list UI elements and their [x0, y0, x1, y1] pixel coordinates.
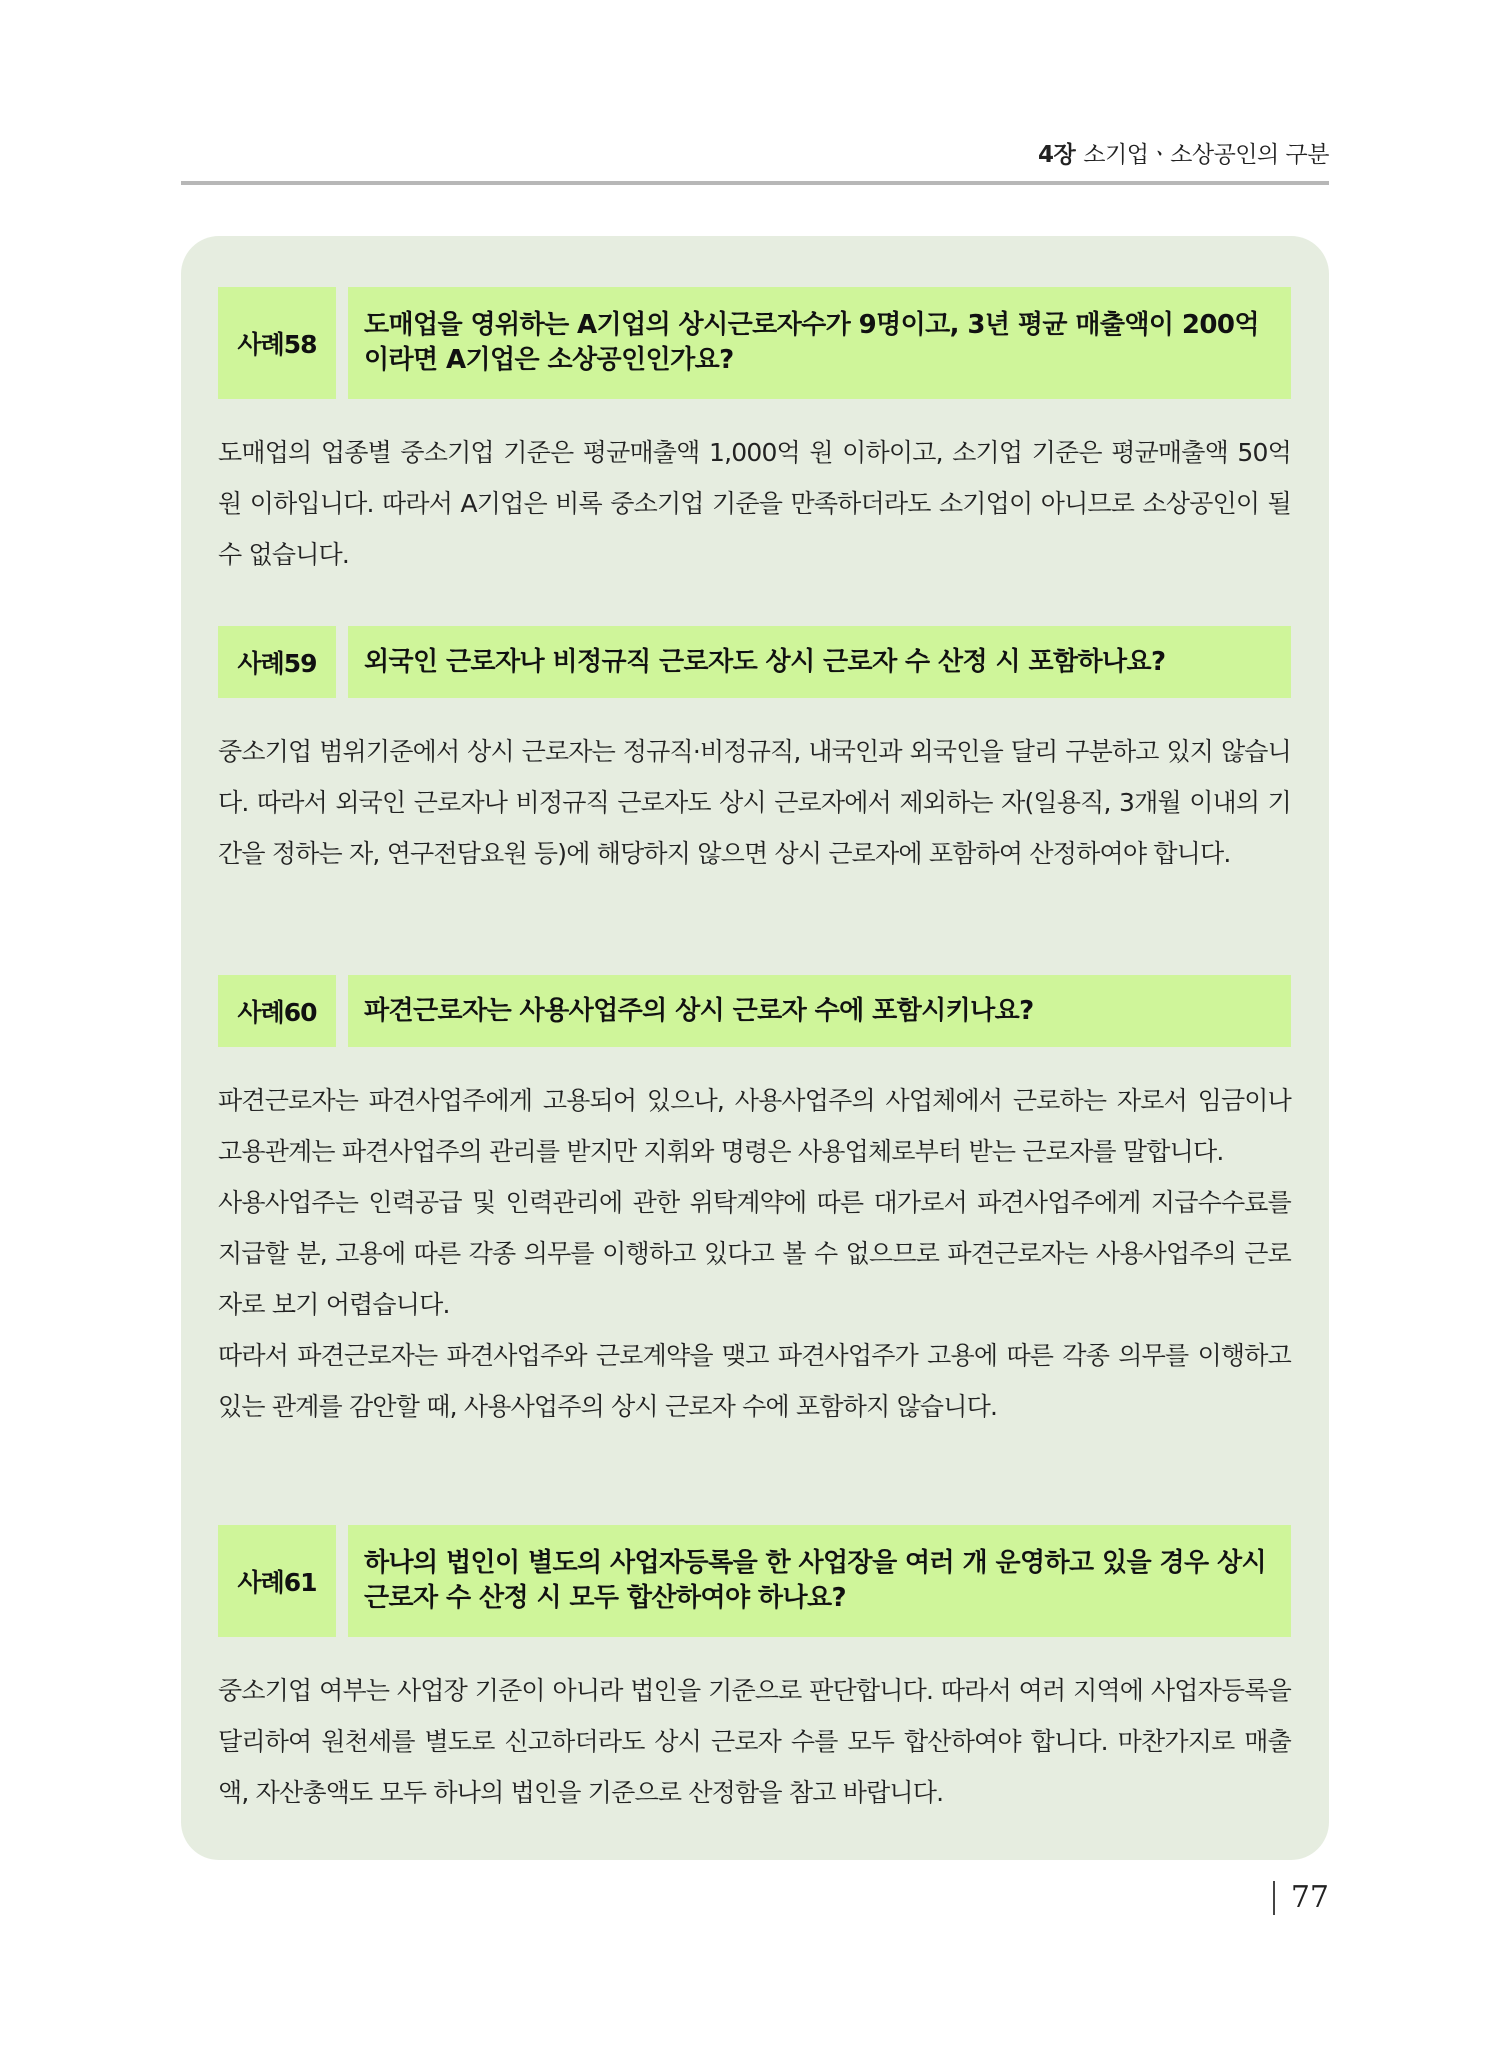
header-divider [181, 181, 1329, 185]
page-number-divider [1273, 1881, 1275, 1915]
case-question: 외국인 근로자나 비정규직 근로자도 상시 근로자 수 산정 시 포함하나요? [348, 626, 1291, 698]
case-60 [218, 975, 1291, 1432]
page-number [1273, 1880, 1329, 1915]
case-58 [218, 287, 1291, 580]
answer-paragraph: 도매업의 업종별 중소기업 기준은 평균매출액 1,000억 원 이하이고, 소기업 기준은 평균매출액 50억 원 이하입니다. 따라서 A기업은 비록 중소기업 기준을 만족하더라도 소기업이 아니므로 소상공인이 될 수 없습니다. [218, 438, 1291, 569]
case-answer [218, 1075, 1291, 1432]
page-number-value: 77 [1290, 1880, 1329, 1915]
case-61 [218, 1525, 1291, 1818]
answer-paragraph: 중소기업 범위기준에서 상시 근로자는 정규직·비정규직, 내국인과 외국인을 달리 구분하고 있지 않습니다. 따라서 외국인 근로자나 비정규직 근로자도 상시 근로자에서 제외하는 자(일용직, 3개월 이내의 기간을 정하는 자, 연구전담요원 등)에 해당하지 않으면 상시 근로자에 포함하여 산정하여야 합니다. [218, 737, 1291, 868]
running-header [1038, 136, 1329, 169]
case-question: 파견근로자는 사용사업주의 상시 근로자 수에 포함시키나요? [348, 975, 1291, 1047]
answer-paragraph: 따라서 파견근로자는 파견사업주와 근로계약을 맺고 파견사업주가 고용에 따른 각종 의무를 이행하고 있는 관계를 감안할 때, 사용사업주의 상시 근로자 수에 포함하지 않습니다. [218, 1341, 1291, 1421]
case-answer [218, 726, 1291, 879]
case-label: 사례59 [218, 626, 336, 698]
answer-paragraph: 파견근로자는 파견사업주에게 고용되어 있으나, 사용사업주의 사업체에서 근로하는 자로서 임금이나 고용관계는 파견사업주의 관리를 받지만 지휘와 명령은 사용업체로부터 받는 근로자를 말합니다. [218, 1086, 1291, 1166]
case-label: 사례60 [218, 975, 336, 1047]
case-question: 하나의 법인이 별도의 사업자등록을 한 사업장을 여러 개 운영하고 있을 경우 상시 근로자 수 산정 시 모두 합산하여야 하나요? [348, 1525, 1291, 1637]
answer-paragraph: 중소기업 여부는 사업장 기준이 아니라 법인을 기준으로 판단합니다. 따라서 여러 지역에 사업자등록을 달리하여 원천세를 별도로 신고하더라도 상시 근로자 수를 모두 합산하여야 합니다. 마찬가지로 매출액, 자산총액도 모두 하나의 법인을 기준으로 산정함을 참고 바랍니다. [218, 1676, 1291, 1807]
case-question: 도매업을 영위하는 A기업의 상시근로자수가 9명이고, 3년 평균 매출액이 200억이라면 A기업은 소상공인인가요? [348, 287, 1291, 399]
case-label: 사례58 [218, 287, 336, 399]
case-answer [218, 427, 1291, 580]
case-59 [218, 626, 1291, 879]
chapter-title: 소기업ㆍ소상공인의 구분 [1083, 142, 1329, 168]
answer-paragraph: 사용사업주는 인력공급 및 인력관리에 관한 위탁계약에 따른 대가로서 파견사업주에게 지급수수료를 지급할 분, 고용에 따른 각종 의무를 이행하고 있다고 볼 수 없으므로 파견근로자는 사용사업주의 근로자로 보기 어렵습니다. [218, 1188, 1291, 1319]
case-label: 사례61 [218, 1525, 336, 1637]
case-answer [218, 1665, 1291, 1818]
chapter-number: 4장 [1038, 142, 1076, 168]
